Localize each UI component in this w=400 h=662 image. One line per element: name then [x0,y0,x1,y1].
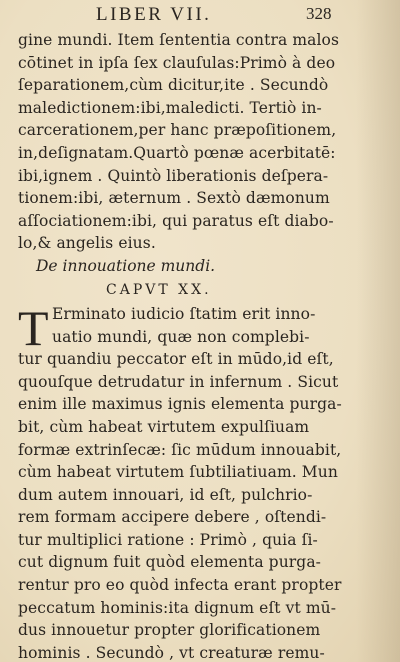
text-line: rem formam accipere debere , oſtendi- [18,508,327,527]
page-edge-shadow [356,0,400,662]
page-number: 328 [306,4,332,23]
text-line: Erminato iudicio ſtatim erit inno- [52,304,316,323]
text-line: uatio mundi, quæ non complebi- [52,327,310,346]
text-line: formæ extrinſecæ: ſic mūdum innouabit, [18,440,342,459]
chapter-heading: CAPVT XX. [106,281,212,298]
text-line: lo,& angelis eius. [18,234,156,253]
text-line: maledictionem:ibi,maledicti. Tertiò in- [18,98,322,117]
text-line: cùm habeat virtutem ſubtiliatiuam. Mun [18,463,338,482]
text-line: dus innouetur propter glorificationem [18,621,321,640]
text-line: tur quandiu peccator eſt in mūdo,id eſt, [18,350,334,369]
text-line: dum autem innouari, id eſt, pulchrio- [18,485,313,504]
text-line: ibi,ignem . Quintò liberationis deſpera- [18,166,329,185]
text-line: carcerationem,per hanc præpoſitionem, [18,121,337,140]
text-line: cōtinet in ipſa ſex clauſulas:Primò à deo [18,53,336,72]
text-line: cut dignum fuit quòd elementa purga- [18,553,321,572]
running-head: LIBER VII. [96,4,212,25]
text-line: peccatum hominis:ita dignum eſt vt mū- [18,598,337,617]
drop-cap: T [18,299,49,356]
text-block [18,29,342,662]
text-line: quouſque detrudatur in infernum . Sicut [18,372,339,391]
text-line: rentur pro eo quòd infecta erant propter [18,576,342,595]
text-line: hominis . Secundò , vt creaturæ remu- [18,643,325,662]
text-line: aſſociationem:ibi, qui paratus eſt diabo- [18,211,334,230]
text-line: enim ille maximus ignis elementa purga- [18,395,342,414]
text-line: gine mundi. Item ſententia contra malos [18,31,340,49]
chapter-paragraph [18,299,342,662]
page-header [0,4,400,28]
text-line: tionem:ibi, æternum . Sextò dæmonum [18,189,330,208]
section-subtitle: De innouatione mundi. [36,256,216,275]
text-line: bit, cùm habeat virtutem expulſiuam [18,417,310,436]
text-line: in,deſignatam.Quartò pœnæ acerbitatē: [18,143,336,162]
text-line: tur multiplici ratione : Primò , quia ſi- [18,530,318,549]
text-line: ſeparationem,cùm dicitur,ite . Secundò [18,76,329,95]
